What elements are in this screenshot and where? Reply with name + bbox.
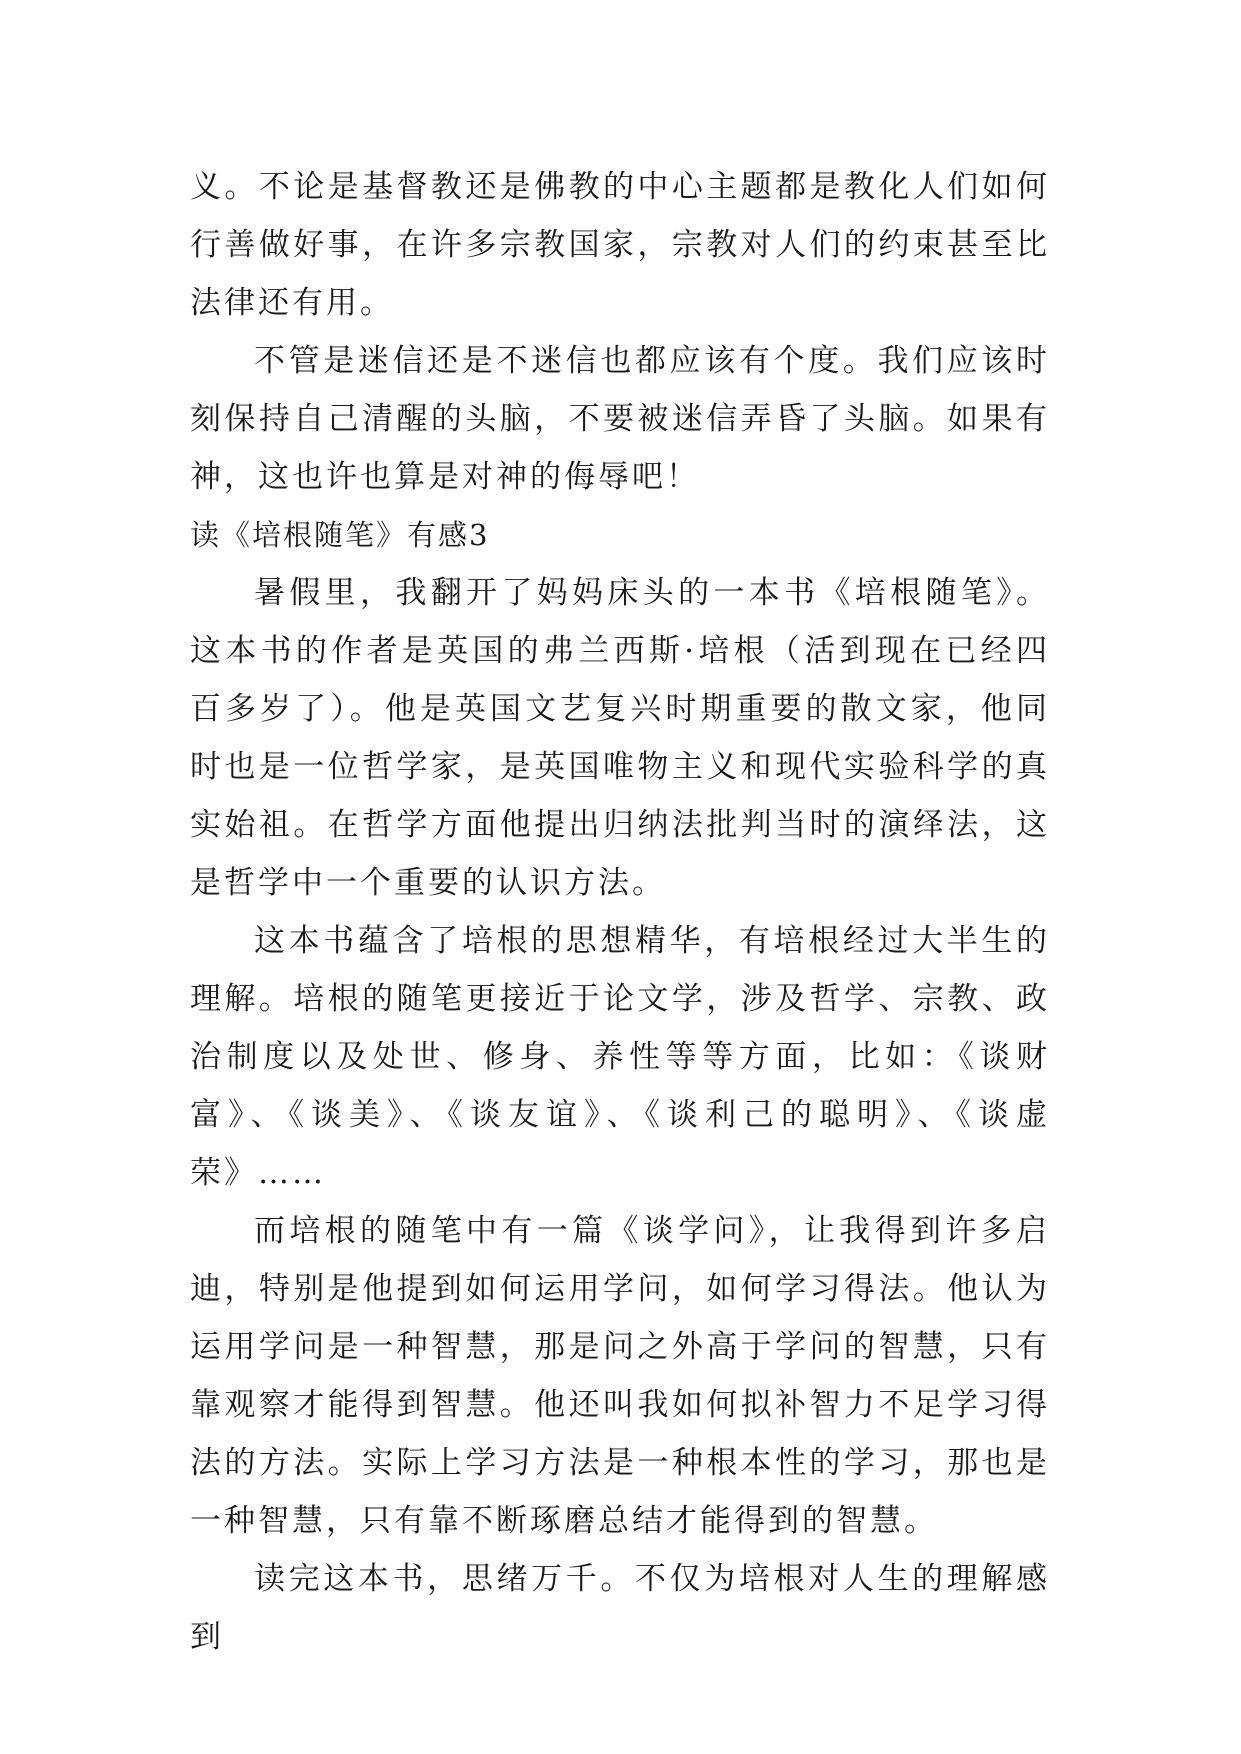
paragraph-summer-reading: 暑假里，我翻开了妈妈床头的一本书《培根随笔》。这本书的作者是英国的弗兰西斯·培根（活到现在已经四百多岁了）。他是英国文艺复兴时期重要的散文家，他同时也是一位哲学家，是英国唯物主义和现代实验科学的真实始祖。在哲学方面他提出归纳法批判当时的演绎法，这是哲学中一个重要的认识方法。 <box>190 575 1050 901</box>
paragraph-on-learning: 而培根的随笔中有一篇《谈学问》，让我得到许多启迪，特别是他提到如何运用学问，如何学习得法。他认为运用学问是一种智慧，那是问之外高于学问的智慧，只有靠观察才能得到智慧。他还叫我如何拟补智力不足学习得法的方法。实际上学习方法是一种根本性的学习，那也是一种智慧，只有靠不断琢磨总结才能得到的智慧。 <box>190 1213 1050 1539</box>
paragraph-superstition: 不管是迷信还是不迷信也都应该有个度。我们应该时刻保持自己清醒的头脑，不要被迷信弄昏了头脑。如果有神，这也许也算是对神的侮辱吧！ <box>190 343 1050 495</box>
paragraph-book-content: 这本书蕴含了培根的思想精华，有培根经过大半生的理解。培根的随笔更接近于论文学，涉及哲学、宗教、政治制度以及处世、修身、养性等等方面，比如：《谈财富》、《谈美》、《谈友谊》、《谈利己的聪明》、《谈虚荣》…… <box>190 923 1050 1191</box>
paragraph-conclusion: 读完这本书，思绪万千。不仅为培根对人生的理解感到 <box>190 1561 1050 1655</box>
document-page <box>190 158 1050 1666</box>
section-heading: 读《培根随笔》有感3 <box>190 518 490 552</box>
paragraph-religion: 义。不论是基督教还是佛教的中心主题都是教化人们如何行善做好事，在许多宗教国家，宗教对人们的约束甚至比法律还有用。 <box>190 169 1050 321</box>
